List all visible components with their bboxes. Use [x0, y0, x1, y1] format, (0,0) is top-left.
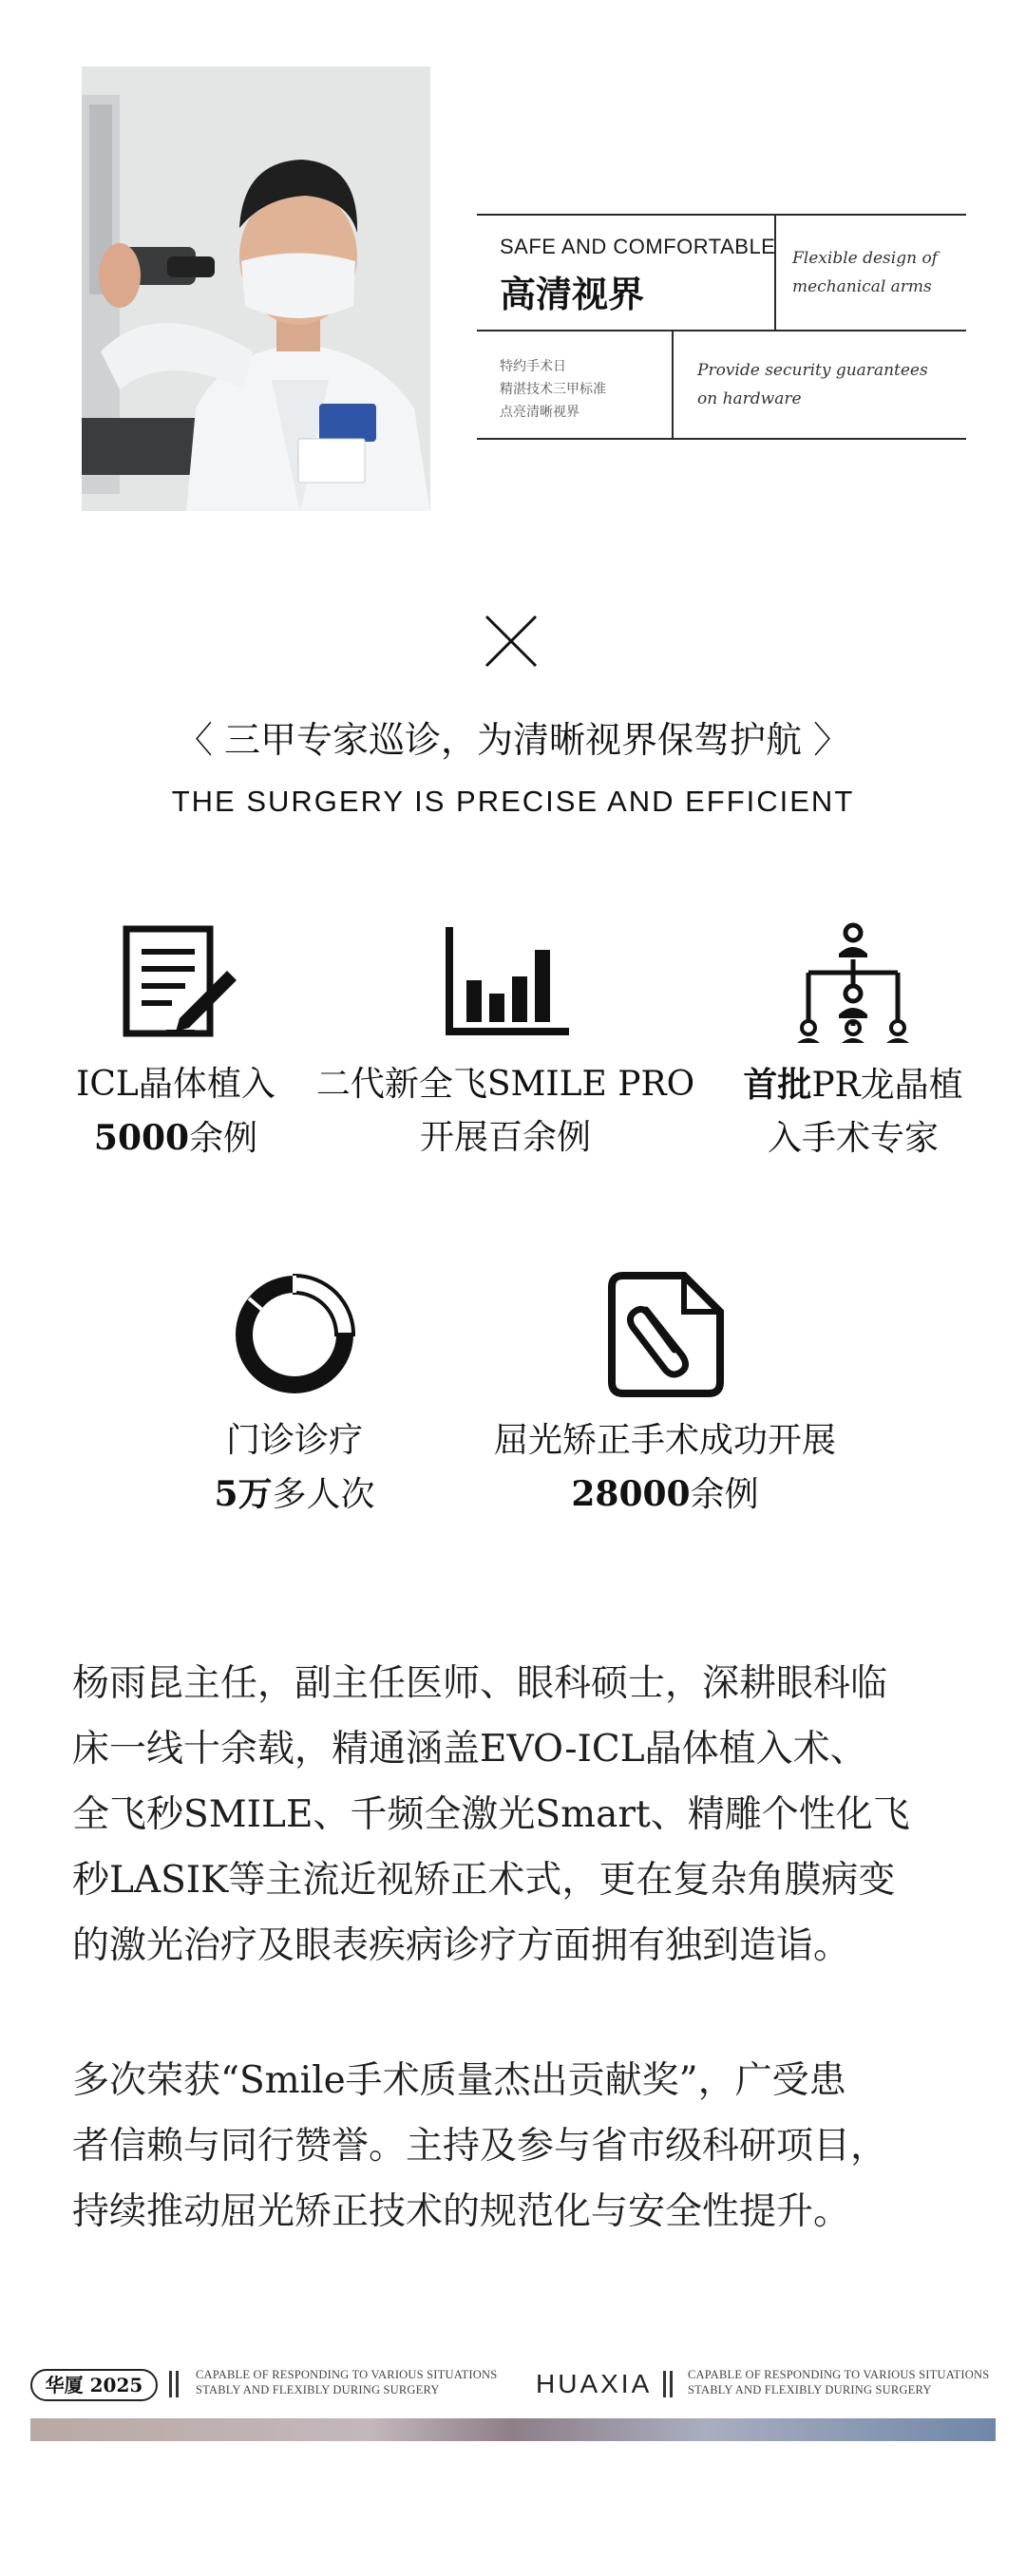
note-line: Provide security guarantees — [697, 361, 928, 380]
note-mechanical-arms — [792, 244, 938, 301]
stat-unit: 余例 — [690, 1475, 759, 1514]
stat-number: 5000 — [93, 1118, 190, 1158]
stat-number: 5万 — [214, 1474, 273, 1514]
tagline-line: CAPABLE OF RESPONDING TO VARIOUS SITUATIONS — [196, 2368, 498, 2381]
bio-paragraph-1 — [72, 1651, 960, 1979]
stat-label: 二代新全飞SMILE PRO — [315, 1065, 695, 1104]
doctor-photo — [82, 66, 430, 511]
stat-value — [152, 1468, 437, 1522]
footer-tagline-right — [688, 2367, 989, 2397]
stat-unit: 余例 — [189, 1119, 258, 1158]
bio-line: 多次荣获“Smile手术质量杰出贡献奖”，广受患 — [72, 2059, 846, 2102]
cross-icon — [483, 613, 540, 670]
bio-line: 持续推动屈光矫正技术的规范化与安全性提升。 — [72, 2190, 851, 2233]
divider — [477, 330, 966, 331]
section-headline: 〈 三甲专家巡诊，为清晰视界保驾护航 〉 — [176, 719, 850, 761]
tagline-line: STABLY AND FLEXIBLY DURING SURGERY — [688, 2383, 932, 2396]
divider — [774, 214, 776, 330]
bio-line: 杨雨昆主任，副主任医师、眼科硕士，深耕眼科临 — [72, 1662, 888, 1705]
note-line: 特约手术日 — [500, 358, 566, 373]
hero-info-grid — [477, 214, 966, 442]
stat-smile-pro — [306, 921, 705, 1165]
bio-line: 秒LASIK等主流近视矫正术式，更在复杂角膜病变 — [72, 1859, 896, 1902]
donut-chart-icon — [228, 1268, 361, 1401]
bar-chart-icon — [434, 921, 577, 1045]
paperclip-file-icon — [598, 1268, 732, 1401]
stat-unit: 开展百余例 — [419, 1118, 591, 1157]
bio-paragraph-2 — [72, 2048, 960, 2245]
stat-label: ICL晶体植入 — [76, 1065, 276, 1104]
bio-line: 全飞秒SMILE、千频全激光Smart、精雕个性化飞 — [72, 1793, 910, 1836]
footer-tagline-left — [196, 2367, 497, 2397]
org-chart-icon — [782, 921, 924, 1045]
stat-number: 首批 — [743, 1065, 812, 1105]
footer-image-strip — [30, 2418, 996, 2441]
year-badge: 华厦 2025 — [30, 2369, 158, 2401]
stat-value — [711, 1112, 996, 1165]
stat-label — [711, 1058, 996, 1112]
stat-label: 屈光矫正手术成功开展 — [493, 1421, 836, 1460]
stat-outpatient — [152, 1268, 437, 1522]
divider — [477, 438, 966, 440]
bio-line: 者信赖与同行赞誉。主持及参与省市级科研项目， — [72, 2125, 888, 2168]
divider — [477, 214, 966, 216]
section-subheadline: THE SURGERY IS PRECISE AND EFFICIENT — [171, 785, 855, 818]
hero-title: 高清视界 — [500, 273, 645, 315]
divider-bars — [169, 2371, 181, 2397]
stat-number: 28000 — [571, 1474, 691, 1514]
note-surgery-day — [500, 354, 606, 423]
note-line: on hardware — [697, 389, 802, 408]
document-pen-icon — [109, 921, 242, 1045]
stat-label-rest: PR龙晶植 — [811, 1066, 963, 1105]
divider-bars — [663, 2371, 675, 2397]
stat-refractive — [466, 1268, 864, 1522]
stat-unit: 入手术专家 — [767, 1119, 939, 1158]
stat-unit: 多人次 — [272, 1475, 375, 1514]
stat-value — [38, 1111, 314, 1165]
stat-icl — [38, 921, 314, 1165]
tagline-line: CAPABLE OF RESPONDING TO VARIOUS SITUATIONS — [688, 2368, 990, 2381]
note-line: Flexible design of — [792, 249, 938, 268]
note-hardware — [697, 356, 928, 413]
note-line: 精湛技术三甲标准 — [500, 381, 606, 396]
note-line: 点亮清晰视界 — [500, 404, 580, 419]
stat-label: 门诊诊疗 — [225, 1421, 363, 1460]
footer-bar — [30, 2363, 996, 2409]
stat-pr-lens — [711, 921, 996, 1165]
brand-name: HUAXIA — [536, 2369, 653, 2398]
hero-eyebrow: SAFE AND COMFORTABLE — [500, 235, 776, 258]
stat-value — [466, 1468, 864, 1522]
bio-line: 床一线十余载，精通涵盖EVO-ICL晶体植入术、 — [72, 1728, 867, 1771]
divider — [672, 330, 674, 438]
stat-value — [306, 1111, 705, 1165]
note-line: mechanical arms — [792, 277, 932, 296]
tagline-line: STABLY AND FLEXIBLY DURING SURGERY — [196, 2383, 440, 2396]
bio-line: 的激光治疗及眼表疾病诊疗方面拥有独到造诣。 — [72, 1924, 851, 1967]
